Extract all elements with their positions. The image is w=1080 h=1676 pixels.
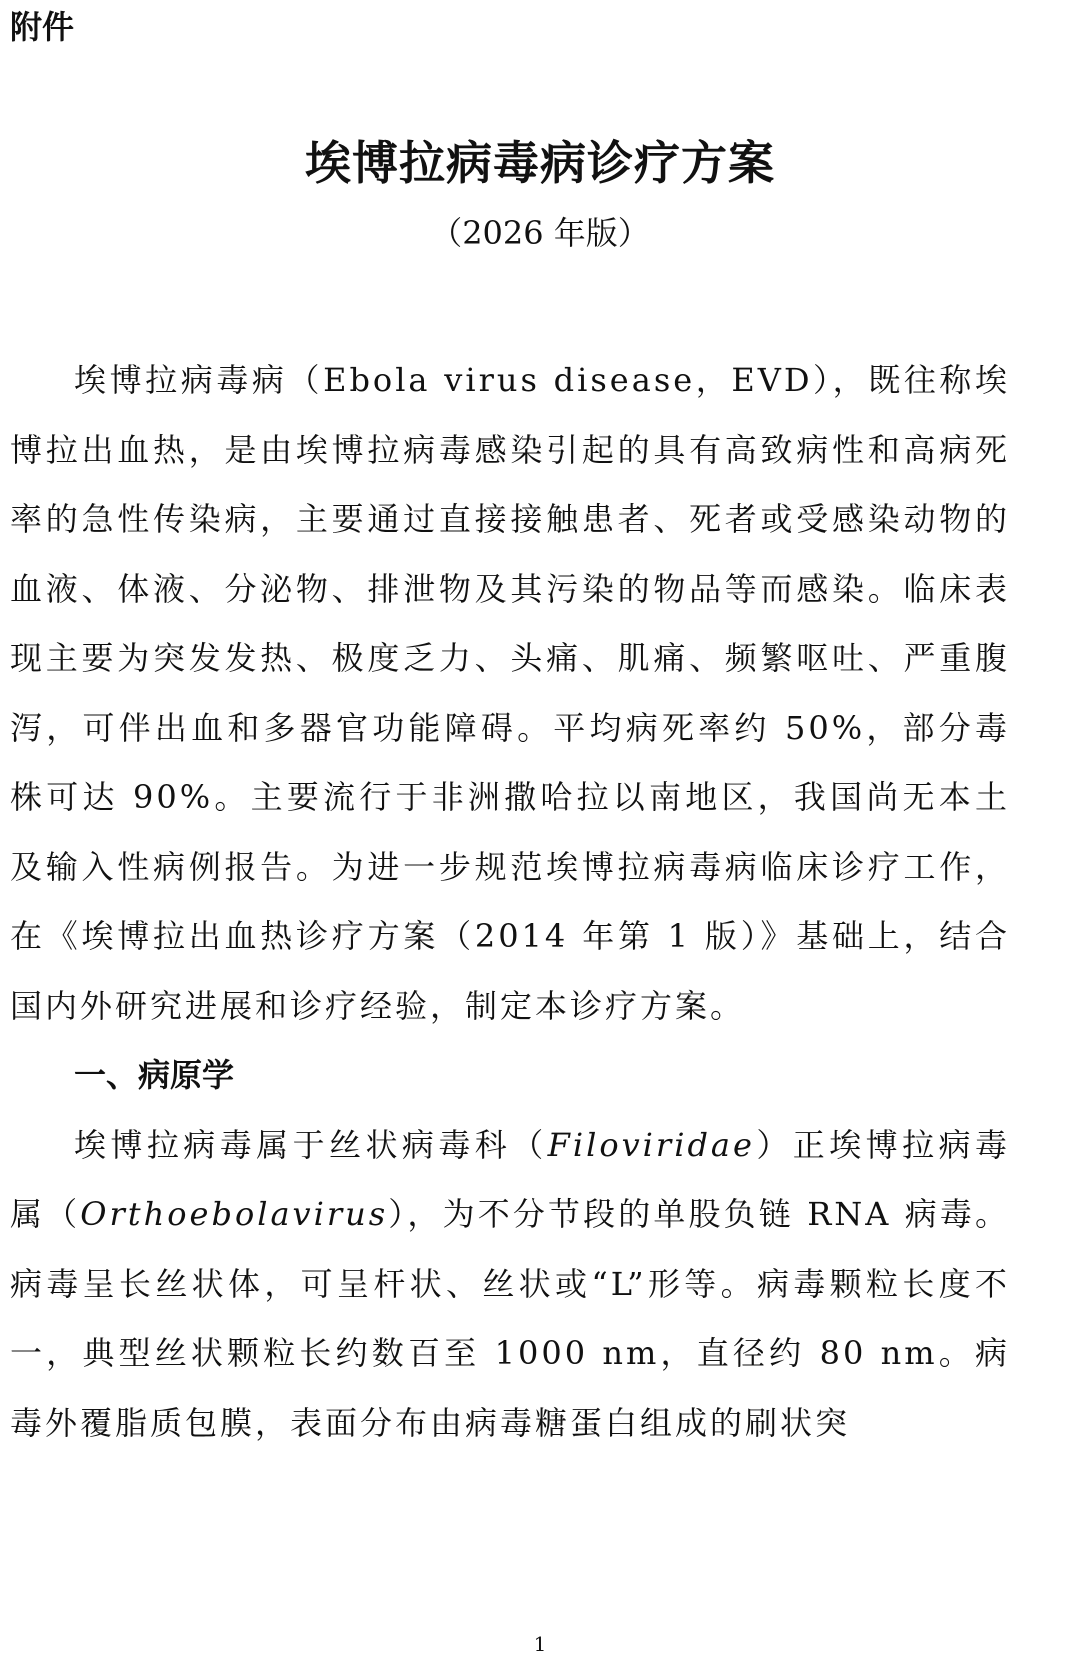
- pathogen-text-part-3: ），为不分节段的单股负链 RNA 病毒。病毒呈长丝状体，可呈杆状、丝状或“L”形等。病毒颗粒长度不一，典型丝状颗粒长约数百至 1000 nm，直径约 80 nm。病毒外覆脂质包膜，表面分布由病毒糖蛋白组成的刷状突: [10, 1195, 1010, 1442]
- family-latin-name: Filoviridae: [547, 1125, 755, 1164]
- section-heading-pathogen: 一、病原学: [74, 1056, 235, 1094]
- pathogen-text-part-1: 埃博拉病毒属于丝状病毒科（: [74, 1125, 548, 1164]
- pathogen-text-part-2: ）正埃博拉病毒属（: [10, 1125, 1010, 1233]
- document-title: 埃博拉病毒病诊疗方案: [305, 136, 775, 190]
- document-body: [10, 346, 1010, 1458]
- pathogen-paragraph: [10, 1111, 1010, 1459]
- document-subtitle: （2026 年版）: [430, 214, 650, 252]
- genus-latin-name: Orthoebolavirus: [80, 1195, 389, 1233]
- intro-paragraph: 埃博拉病毒病（Ebola virus disease，EVD），既往称埃博拉出血热，是由埃博拉病毒感染引起的具有高致病性和高病死率的急性传染病，主要通过直接接触患者、死者或受感染动物的血液、体液、分泌物、排泄物及其污染的物品等而感染。临床表现主要为突发发热、极度乏力、头痛、肌痛、频繁呕吐、严重腹泻，可伴出血和多器官功能障碍。平均病死率约 50%，部分毒株可达 90%。主要流行于非洲撒哈拉以南地区，我国尚无本土及输入性病例报告。为进一步规范埃博拉病毒病临床诊疗工作，在《埃博拉出血热诊疗方案（2014 年第 1 版）》基础上，结合国内外研究进展和诊疗经验，制定本诊疗方案。: [10, 361, 1010, 1025]
- attachment-label: 附件: [10, 8, 75, 46]
- page-number: 1: [533, 1632, 547, 1656]
